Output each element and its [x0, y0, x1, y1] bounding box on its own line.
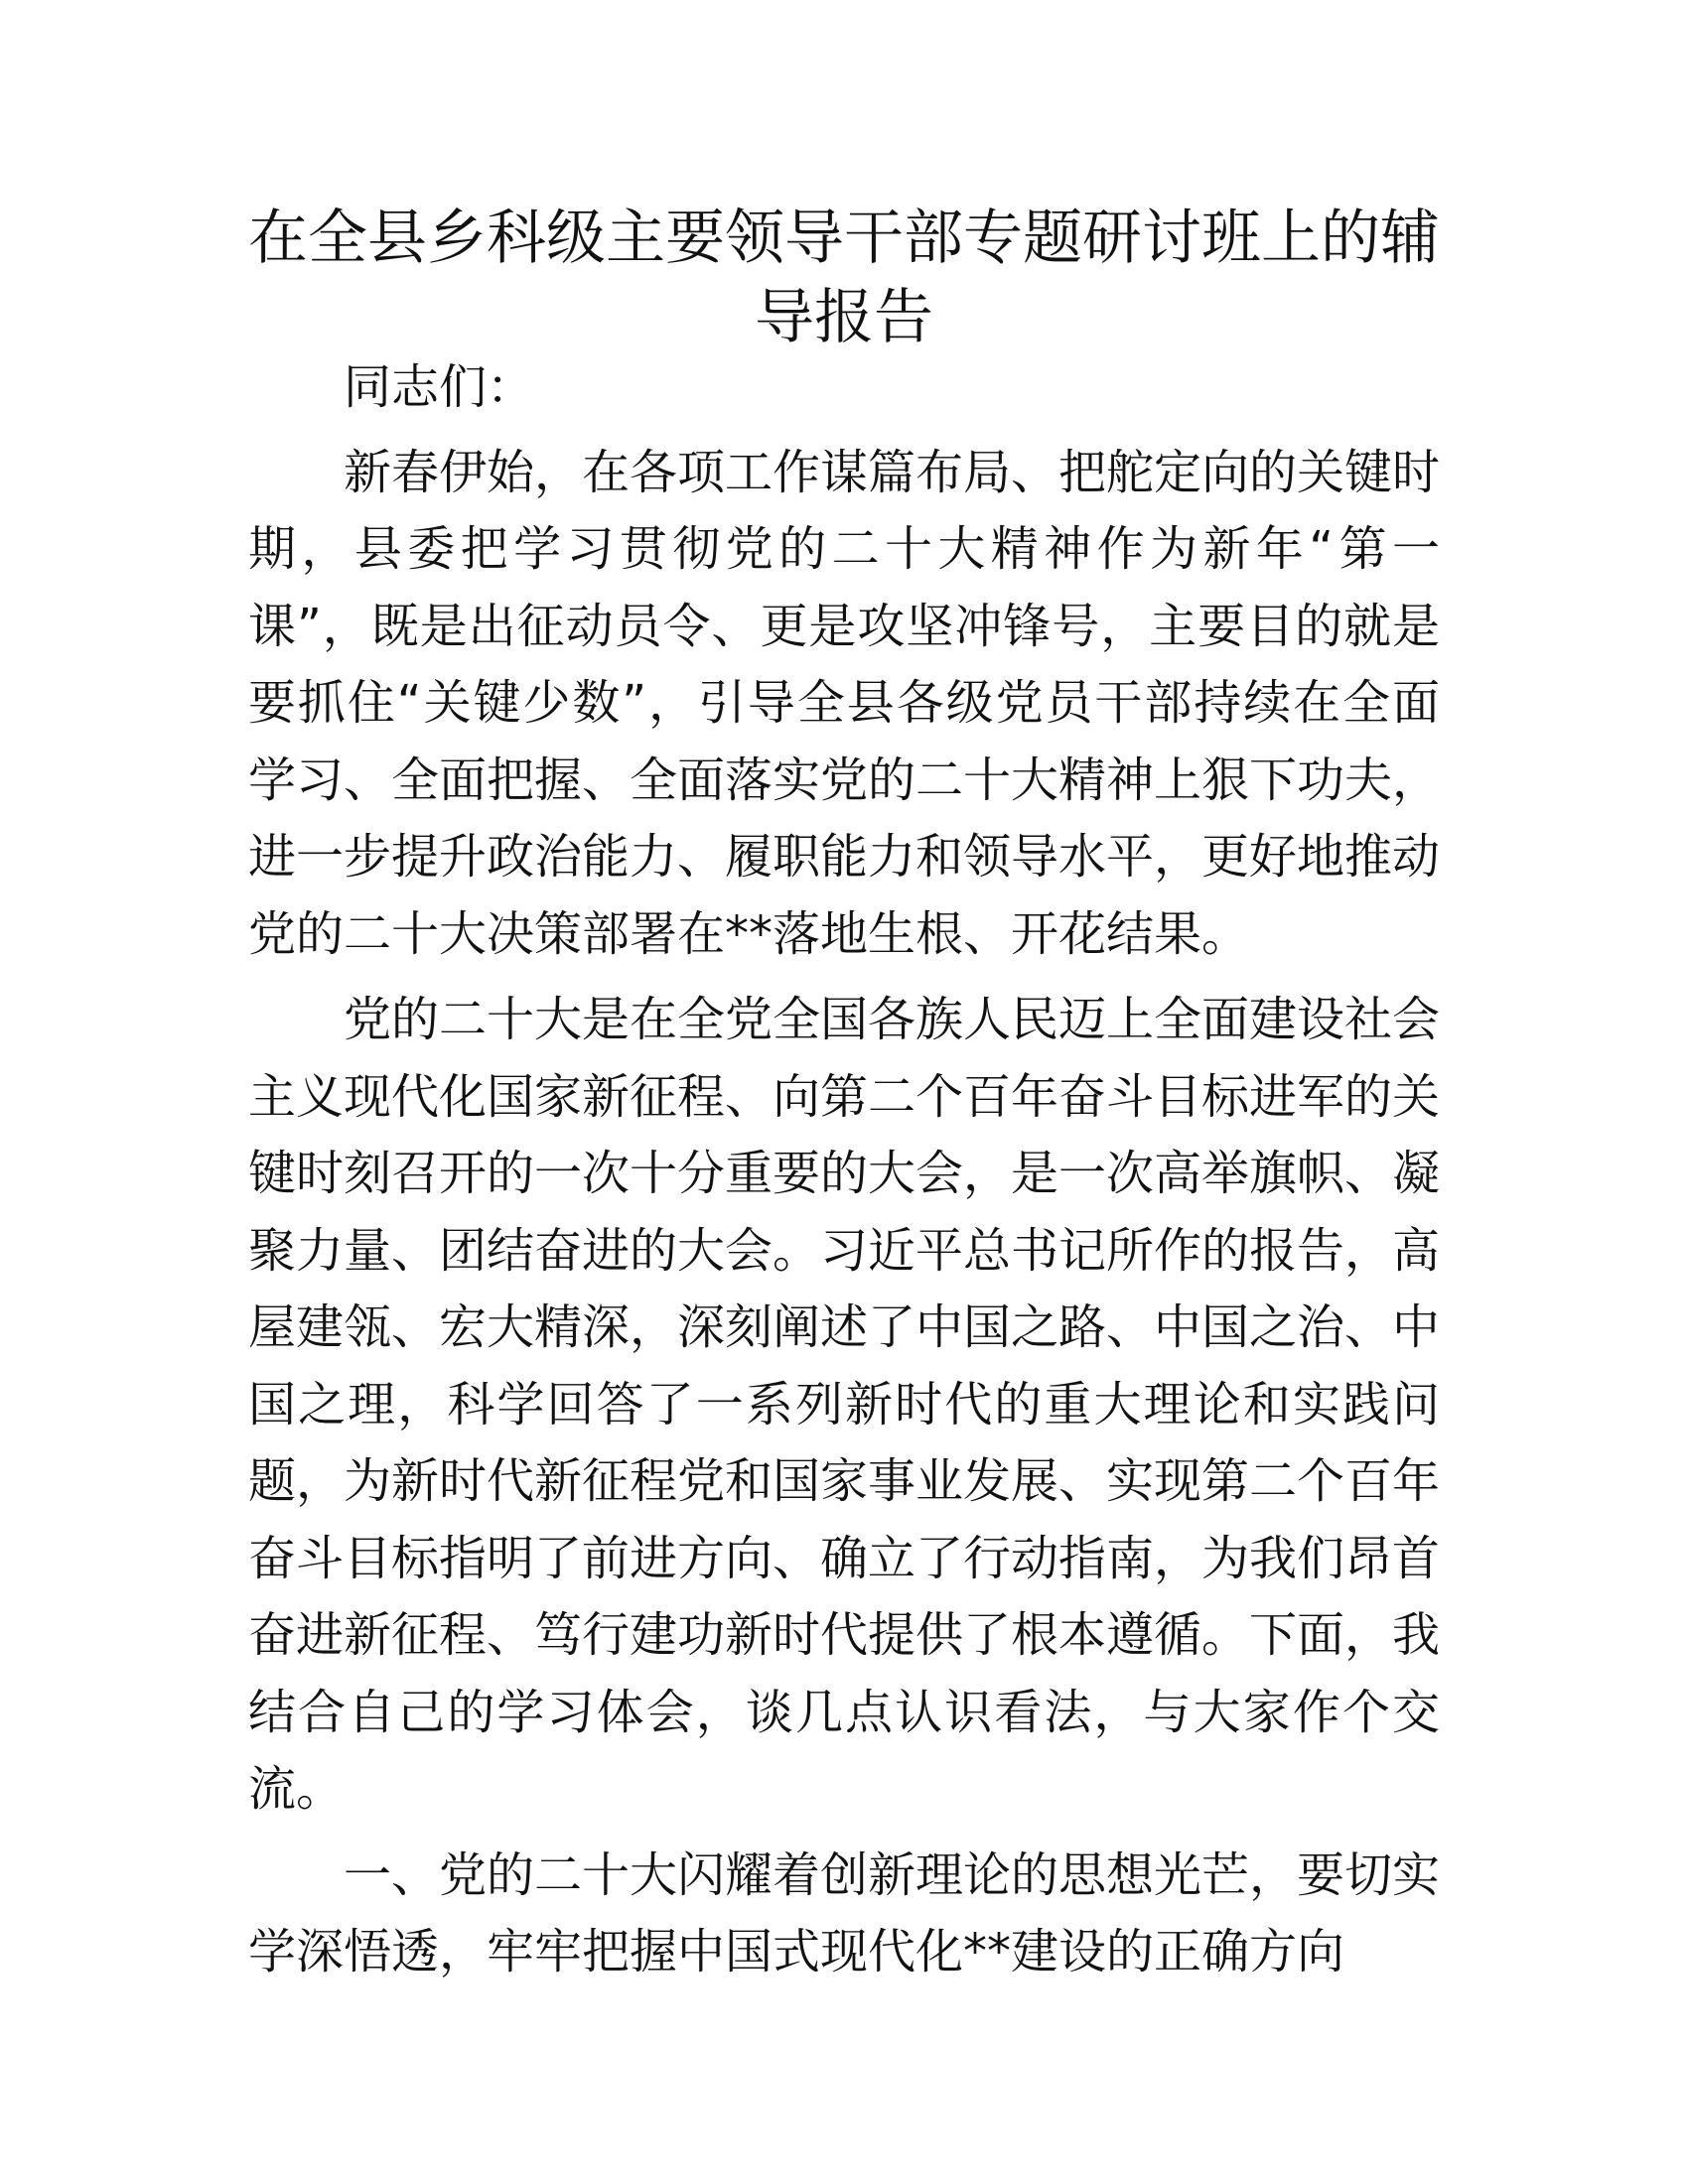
- section-heading-one: 一、党的二十大闪耀着创新理论的思想光芒，要切实学深悟透，牢牢把握中国式现代化**建设的正确方向: [248, 1846, 1441, 1979]
- document-body: [248, 349, 1440, 2000]
- paragraph-intro: 新春伊始，在各项工作谋篇布局、把舵定向的关键时期，县委把学习贯彻党的二十大精神作为新年“第一课”，既是出征动员令、更是攻坚冲锋号，主要目的就是要抓住“关键少数”，引导全县各级党员干部持续在全面学习、全面把握、全面落实党的二十大精神上狠下功夫，进一步提升政治能力、履职能力和领导水平，更好地推动党的二十大决策部署在**落地生根、开花结果。: [248, 444, 1441, 962]
- document-title: 在全县乡科级主要领导干部专题研讨班上的辅导报告: [248, 204, 1440, 352]
- salutation: 同志们：: [344, 359, 535, 415]
- paragraph-congress: 党的二十大是在全党全国各族人民迈上全面建设社会主义现代化国家新征程、向第二个百年奋斗目标进军的关键时刻召开的一次十分重要的大会，是一次高举旗帜、凝聚力量、团结奋进的大会。习近平总书记所作的报告，高屋建瓴、宏大精深，深刻阐述了中国之路、中国之治、中国之理，科学回答了一系列新时代的重大理论和实践问题，为新时代新征程党和国家事业发展、实现第二个百年奋斗目标指明了前进方向、确立了行动指南，为我们昂首奋进新征程、笃行建功新时代提供了根本遵循。下面，我结合自己的学习体会，谈几点认识看法，与大家作个交流。: [248, 992, 1441, 1817]
